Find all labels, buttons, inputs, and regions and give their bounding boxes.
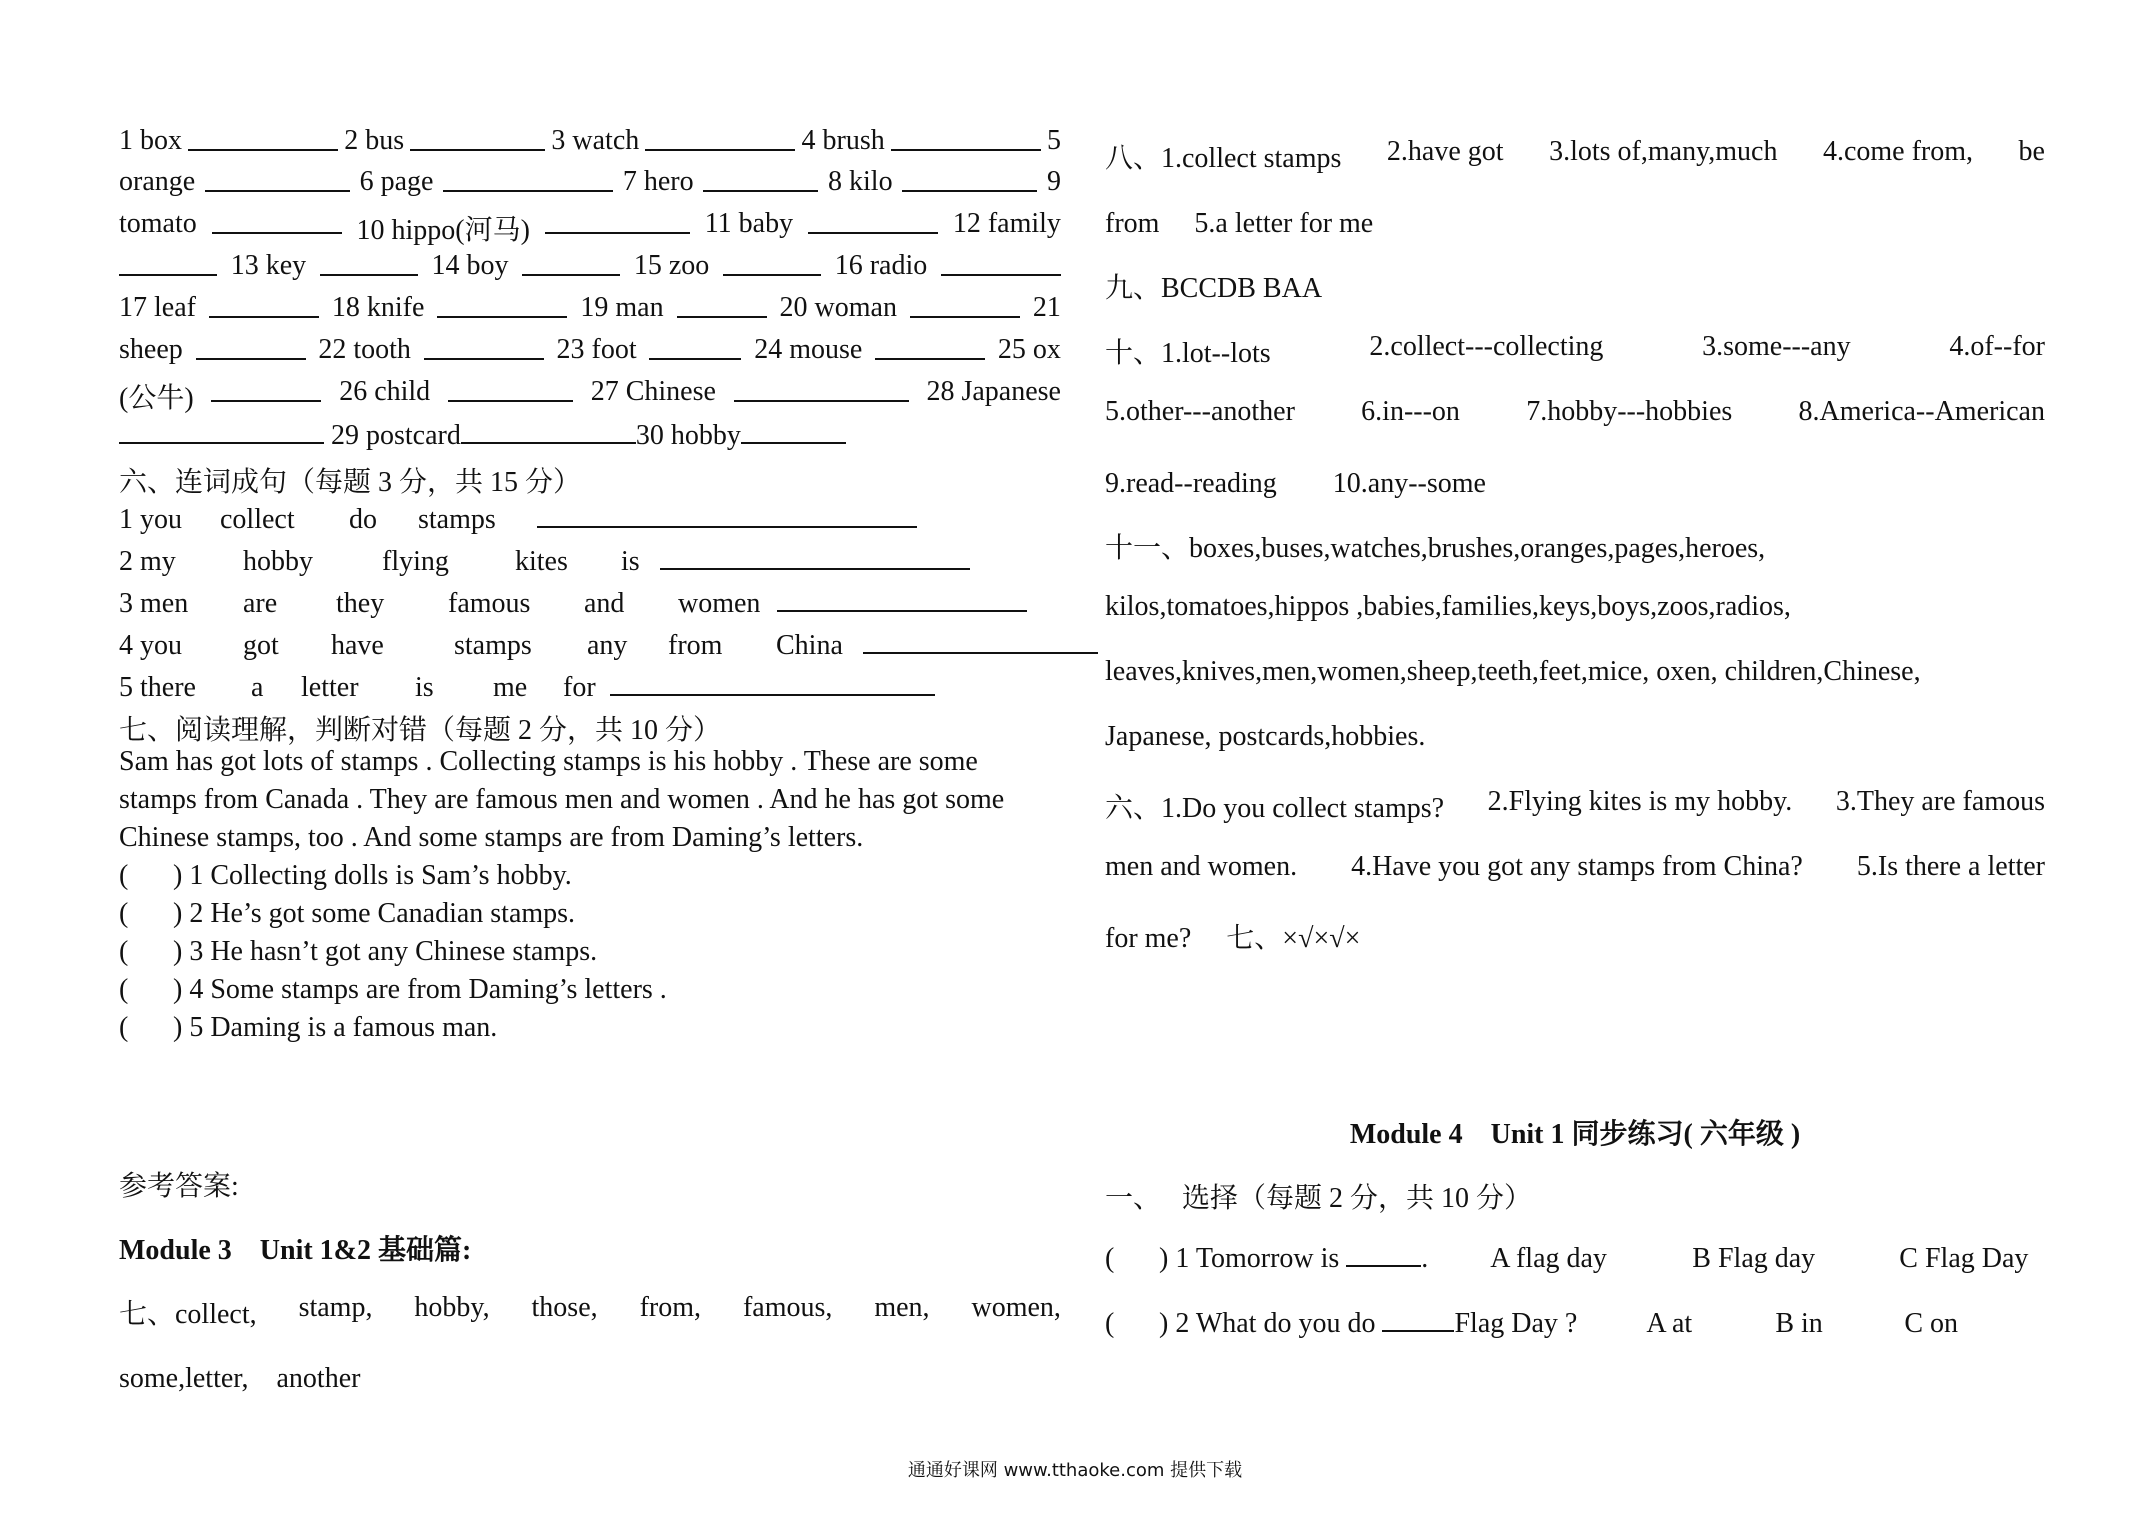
- judge-item-3: ( ) 3 He hasn’t got any Chinese stamps.: [119, 936, 598, 967]
- plural-item: 19 man: [580, 292, 664, 323]
- option-b[interactable]: B Flag day: [1692, 1243, 1816, 1274]
- answer-11-line: leaves,knives,men,women,sheep,teeth,feet,mice, oxen, children,Chinese,: [1105, 656, 1921, 687]
- answer-6-line-1: 六、1.Do you collect stamps? 2.Flying kites is my hobby. 3.They are famous: [1105, 786, 2045, 824]
- answer-blank[interactable]: [545, 208, 690, 234]
- answer-blank[interactable]: [703, 166, 818, 192]
- plural-item: 28 Japanese: [926, 376, 1061, 407]
- sentence-item-2: 2 my hobby flying kites is: [119, 544, 1061, 578]
- option-a[interactable]: A at: [1646, 1308, 1693, 1339]
- sentence-item-3: 3 men are they famous and women: [119, 586, 1061, 620]
- plural-item: 16 radio: [834, 250, 928, 281]
- plural-line-1: [119, 125, 1061, 157]
- plural-item: 26 child: [339, 376, 431, 407]
- plural-item: 7 hero: [622, 166, 694, 197]
- judge-item-4: ( ) 4 Some stamps are from Daming’s letters .: [119, 974, 667, 1005]
- answer-blank[interactable]: [734, 376, 909, 402]
- judge-item-2: ( ) 2 He’s got some Canadian stamps.: [119, 898, 576, 929]
- answer-6-line-2: men and women. 4.Have you got any stamps from China? 5.Is there a letter: [1105, 851, 2045, 882]
- plural-item: 8 kilo: [828, 166, 893, 197]
- plural-item: 18 knife: [331, 292, 425, 323]
- answer-blank[interactable]: [211, 376, 321, 402]
- plural-item: sheep: [119, 334, 183, 365]
- plural-item: 4 brush: [801, 125, 885, 156]
- judge-item-5: ( ) 5 Daming is a famous man.: [119, 1012, 498, 1043]
- section-6-title: 六、连词成句（每题 3 分，共 15 分）: [119, 467, 582, 498]
- plural-item: 21: [1032, 292, 1061, 323]
- answer-11-line: Japanese, postcards,hobbies.: [1105, 721, 1426, 752]
- answer-9: 九、BCCDB BAA: [1105, 273, 1323, 304]
- plural-item: 25 ox: [997, 334, 1061, 365]
- answer-blank[interactable]: [610, 670, 935, 696]
- answer-blank[interactable]: [119, 418, 324, 444]
- answer-bracket[interactable]: (: [119, 898, 129, 929]
- answer-blank[interactable]: [891, 125, 1041, 151]
- answer-blank[interactable]: [119, 250, 217, 276]
- answer-blank[interactable]: [196, 334, 306, 360]
- answer-blank[interactable]: [645, 125, 795, 151]
- answer-10-line-2: 5.other---another 6.in---on 7.hobby---hobbies 8.America--American: [1105, 396, 2045, 427]
- plural-line-6: [119, 334, 1061, 366]
- plural-item: 24 mouse: [754, 334, 863, 365]
- answer-8-line-2: from 5.a letter for me: [1105, 208, 1374, 239]
- plural-item: 9: [1047, 166, 1061, 197]
- answer-blank[interactable]: [410, 125, 545, 151]
- answer-7-line-2: some,letter, another: [119, 1363, 361, 1394]
- module-4-title: Module 4 Unit 1 同步练习( 六年级 ): [1349, 1119, 1801, 1150]
- reading-passage-line: Chinese stamps, too . And some stamps are from Daming’s letters.: [119, 822, 864, 853]
- plural-line-2: [119, 166, 1061, 198]
- reading-passage-line: stamps from Canada . They are famous men and women . And he has got some: [119, 784, 1005, 815]
- answer-blank[interactable]: [910, 292, 1020, 318]
- sentence-item-1: 1 you collect do stamps: [119, 502, 1061, 536]
- plural-item: 5: [1047, 125, 1061, 156]
- sentence-item-5: 5 there a letter is me for: [119, 670, 1061, 704]
- answer-blank[interactable]: [863, 628, 1098, 654]
- reading-passage-line: Sam has got lots of stamps . Collecting stamps is his hobby . These are some: [119, 746, 978, 777]
- plural-item: 27 Chinese: [590, 376, 716, 407]
- plural-item: 3 watch: [551, 125, 640, 156]
- plural-item: orange: [119, 166, 196, 197]
- answer-blank[interactable]: [424, 334, 544, 360]
- choice-question-2: ( ) 2 What do you do Flag Day ? A at B in C on: [1105, 1308, 1959, 1339]
- plural-line-4: [119, 250, 1061, 282]
- answer-blank[interactable]: [188, 125, 338, 151]
- answer-bracket[interactable]: (: [1105, 1243, 1115, 1274]
- answer-7-line-1: 七、collect, stamp, hobby, those, from, famous, men, women,: [119, 1292, 1061, 1330]
- answer-bracket[interactable]: (: [119, 860, 129, 891]
- answer-11-line: kilos,tomatoes,hippos ,babies,families,keys,boys,zoos,radios,: [1105, 591, 1791, 622]
- plural-line-3: [119, 208, 1061, 248]
- plural-item: 22 tooth: [318, 334, 411, 365]
- choice-section-title: 一、 选择（每题 2 分，共 10 分）: [1105, 1183, 1533, 1214]
- plural-item: 12 family: [952, 208, 1061, 239]
- plural-item: 6 page: [359, 166, 434, 197]
- answer-blank[interactable]: [212, 208, 342, 234]
- answer-bracket[interactable]: (: [119, 974, 129, 1005]
- answer-8-line-1: 八、1.collect stamps 2.have got 3.lots of,many,much 4.come from, be: [1105, 136, 2045, 174]
- answer-blank[interactable]: [1346, 1241, 1421, 1267]
- answer-bracket[interactable]: (: [1105, 1308, 1115, 1339]
- answer-blank[interactable]: [448, 376, 573, 402]
- plural-item: 14 boy: [431, 250, 509, 281]
- answer-blank[interactable]: [461, 418, 636, 444]
- plural-item: 1 box: [119, 125, 182, 156]
- answer-blank[interactable]: [649, 334, 741, 360]
- plural-item: 20 woman: [779, 292, 897, 323]
- plural-item: tomato: [119, 208, 197, 239]
- sentence-item-4: 4 you got have stamps any from China: [119, 628, 1061, 662]
- answer-blank[interactable]: [320, 250, 418, 276]
- answer-bracket[interactable]: (: [119, 1012, 129, 1043]
- module-3-title: Module 3 Unit 1&2 基础篇:: [119, 1235, 472, 1266]
- answer-key-title: 参考答案:: [119, 1171, 239, 1202]
- answer-blank[interactable]: [660, 544, 970, 570]
- plural-item: 15 zoo: [633, 250, 710, 281]
- plural-item: 2 bus: [344, 125, 405, 156]
- plural-item: 17 leaf: [119, 292, 196, 323]
- plural-line-7: [119, 376, 1061, 416]
- answer-blank[interactable]: [777, 586, 1027, 612]
- answer-11-line: 十一、boxes,buses,watches,brushes,oranges,pages,heroes,: [1105, 533, 1766, 564]
- answer-blank[interactable]: [1382, 1306, 1454, 1332]
- answer-blank[interactable]: [209, 292, 319, 318]
- plural-line-8: [119, 418, 1061, 452]
- plural-item: 13 key: [230, 250, 307, 281]
- plural-item: 10 hippo(河马): [356, 215, 530, 246]
- section-7-title: 七、阅读理解，判断对错（每题 2 分，共 10 分）: [119, 715, 722, 746]
- page-footer: 通通好课网 www.tthaoke.com 提供下载: [907, 1460, 1243, 1481]
- answer-blank[interactable]: [875, 334, 985, 360]
- answer-blank[interactable]: [941, 250, 1061, 276]
- choice-question-1: ( ) 1 Tomorrow is . A flag day B Flag day C Flag Day: [1105, 1243, 2029, 1274]
- answer-blank[interactable]: [537, 502, 917, 528]
- answer-10-line-3: 9.read--reading 10.any--some: [1105, 468, 1486, 499]
- answer-blank[interactable]: [741, 418, 846, 444]
- answer-bracket[interactable]: (: [119, 936, 129, 967]
- answer-blank[interactable]: [205, 166, 350, 192]
- answer-blank[interactable]: [522, 250, 620, 276]
- answer-10-line-1: 十、1.lot--lots 2.collect---collecting 3.some---any 4.of--for: [1105, 331, 2045, 369]
- answer-6-line-3: for me? 七、×√×√×: [1105, 923, 1361, 954]
- answer-blank[interactable]: [437, 292, 567, 318]
- plural-item: 29 postcard: [331, 420, 461, 451]
- option-b[interactable]: B in: [1775, 1308, 1823, 1339]
- plural-item: 30 hobby: [635, 420, 741, 451]
- plural-item: 11 baby: [704, 208, 794, 239]
- plural-item: 23 foot: [556, 334, 637, 365]
- answer-blank[interactable]: [677, 292, 767, 318]
- answer-blank[interactable]: [808, 208, 938, 234]
- plural-line-5: [119, 292, 1061, 324]
- answer-blank[interactable]: [723, 250, 821, 276]
- answer-blank[interactable]: [443, 166, 613, 192]
- option-a[interactable]: A flag day: [1490, 1243, 1607, 1274]
- option-c[interactable]: C on: [1904, 1308, 1959, 1339]
- judge-item-1: ( ) 1 Collecting dolls is Sam’s hobby.: [119, 860, 572, 891]
- plural-item: (公牛): [119, 383, 194, 414]
- option-c[interactable]: C Flag Day: [1899, 1243, 2029, 1274]
- answer-blank[interactable]: [902, 166, 1037, 192]
